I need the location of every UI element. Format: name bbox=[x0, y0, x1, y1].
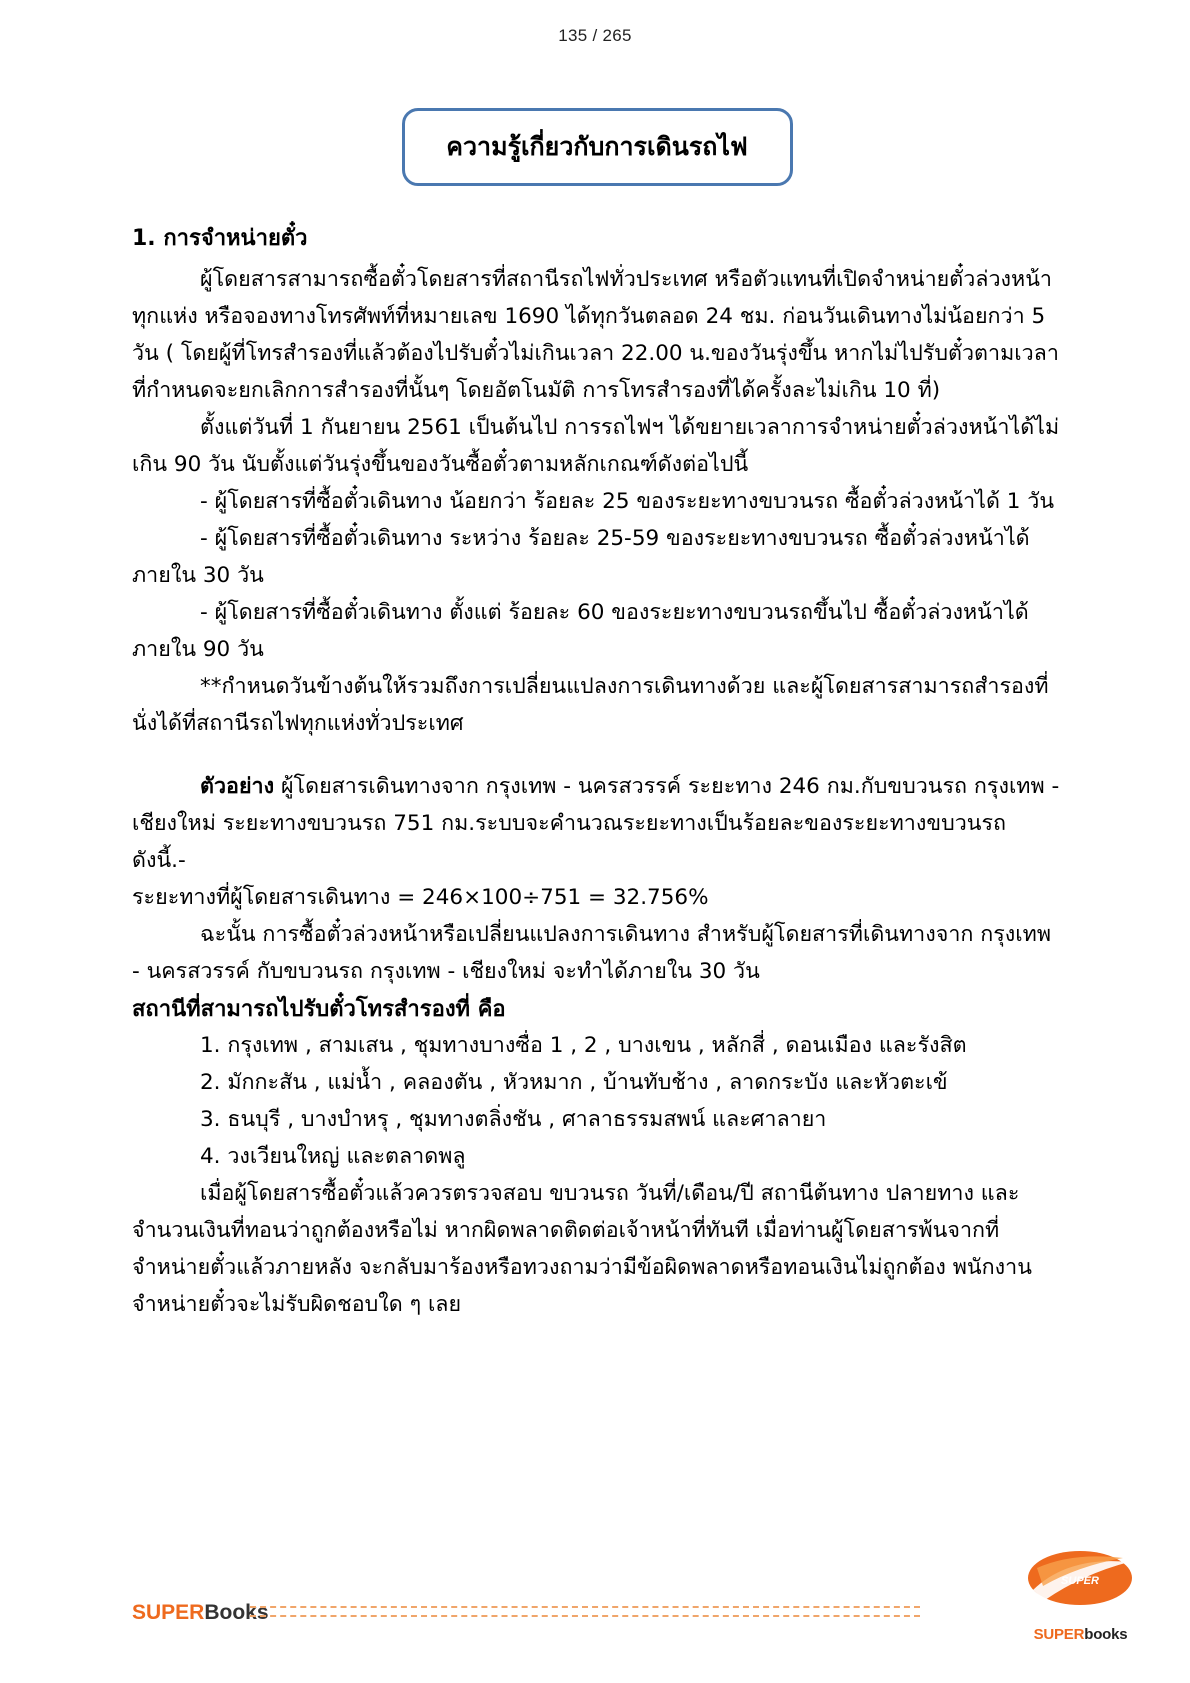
section-heading-ticket-sales: 1. การจำหน่ายตั๋ว bbox=[132, 226, 308, 251]
superbooks-logo bbox=[1023, 1548, 1138, 1643]
paragraph-example-calculation: ระยะทางที่ผู้โดยสารเดินทาง = 246×100÷751 = 32.756% bbox=[132, 884, 709, 910]
paragraph-ticket-purchase: ผู้โดยสารสามารถซื้อตั๋วโดยสารที่สถานีรถไฟทั่วประเทศ หรือตัวแทนที่เปิดจำหน่ายตั๋วล่วงหน้าทุกแห่ง หรือจองทางโทรศัพท์ที่หมายเลข 1690 ได้ทุกวันตลอด 24 ชม. ก่อนวันเดินทางไม่น้อยกว่า 5 วัน ( โดยผู้ที่โทรสำรองที่แล้วต้องไปรับตั๋วไม่เกินเวลา 22.00 น.ของวันรุ่งขึ้น หากไม่ไปรับตั๋วตามเวลาที่กำหนดจะยกเลิกการสำรองที่นั้นๆ โดยอัตโนมัติ การโทรสำรองที่ได้ครั้งละไม่เกิน 10 ที่) bbox=[132, 267, 1059, 403]
logo-prefix: SUPER bbox=[1033, 1626, 1085, 1643]
paragraph-note: **กำหนดวันข้างต้นให้รวมถึงการเปลี่ยนแปลงการเดินทางด้วย และผู้โดยสารสามารถสำรองที่นั่งได้ที่สถานีรถไฟทุกแห่งทั่วประเทศ bbox=[132, 673, 1049, 736]
section-heading-pickup-stations: สถานีที่สามารถไปรับตั๋วโทรสำรองที่ คือ bbox=[132, 996, 506, 1022]
page-indicator: 135 / 265 bbox=[558, 26, 632, 45]
list-item: - ผู้โดยสารที่ซื้อตั๋วเดินทาง ตั้งแต่ ร้อยละ 60 ของระยะทางขบวนรถขึ้นไป ซื้อตั๋วล่วงหน้าได้ ภายใน 90 วัน bbox=[132, 599, 1029, 662]
list-item: 2. มักกะสัน , แม่น้ำ , คลองตัน , หัวหมาก , บ้านทับช้าง , ลาดกระบัง และหัวตะเข้ bbox=[200, 1070, 948, 1096]
list-item: 1. กรุงเทพ , สามเสน , ชุมทางบางซื่อ 1 , 2 , บางเขน , หลักสี่ , ดอนเมือง และรังสิต bbox=[200, 1033, 967, 1059]
paragraph-advance-sale-rules: ตั้งแต่วันที่ 1 กันยายน 2561 เป็นต้นไป การรถไฟฯ ได้ขยายเวลาการจำหน่ายตั๋วล่วงหน้าได้ไม่เกิน 90 วัน นับตั้งแต่วันรุ่งขึ้นของวันซื้อตั๋วตามหลักเกณฑ์ดังต่อไปนี้ bbox=[132, 414, 1060, 477]
example-label: ตัวอย่าง bbox=[200, 773, 275, 799]
document-title-box bbox=[402, 108, 793, 186]
logo-suffix: books bbox=[1084, 1626, 1128, 1643]
list-item: 4. วงเวียนใหญ่ และตลาดพลู bbox=[200, 1144, 466, 1170]
paragraph-example-conclusion: ฉะนั้น การซื้อตั๋วล่วงหน้าหรือเปลี่ยนแปลงการเดินทาง สำหรับผู้โดยสารที่เดินทางจาก กรุงเทพ - นครสวรรค์ กับขบวนรถ กรุงเทพ - เชียงใหม่ จะทำได้ภายใน 30 วัน bbox=[132, 921, 1052, 984]
list-item: 3. ธนบุรี , บางบำหรุ , ชุมทางตลิ่งชัน , ศาลาธรรมสพน์ และศาลายา bbox=[200, 1107, 827, 1133]
svg-text:SUPER: SUPER bbox=[1061, 1575, 1099, 1587]
list-item: - ผู้โดยสารที่ซื้อตั๋วเดินทาง น้อยกว่า ร้อยละ 25 ของระยะทางขบวนรถ ซื้อตั๋วล่วงหน้าได้ 1 วัน bbox=[200, 488, 1055, 514]
swoosh-icon bbox=[1023, 1548, 1138, 1610]
page-title: ความรู้เกี่ยวกับการเดินรถไฟ bbox=[446, 132, 748, 161]
document-content bbox=[132, 108, 1062, 1324]
footer-brand bbox=[132, 1601, 269, 1625]
list-item: - ผู้โดยสารที่ซื้อตั๋วเดินทาง ระหว่าง ร้อยละ 25-59 ของระยะทางขบวนรถ ซื้อตั๋วล่วงหน้าได้ ภายใน 30 วัน bbox=[132, 525, 1030, 588]
logo-wordmark bbox=[1023, 1626, 1138, 1643]
paragraph-example bbox=[132, 769, 1062, 880]
footer-brand-suffix: Books bbox=[204, 1601, 269, 1624]
example-body: ผู้โดยสารเดินทางจาก กรุงเทพ - นครสวรรค์ ระยะทาง 246 กม.กับขบวนรถ กรุงเทพ - เชียงใหม่ ระยะทางขบวนรถ 751 กม.ระบบจะคำนวณระยะทางเป็นร้อยละของระยะทางขบวนรถ ดังนี้.- bbox=[132, 773, 1060, 873]
paragraph-closing-advice: เมื่อผู้โดยสารซื้อตั๋วแล้วควรตรวจสอบ ขบวนรถ วันที่/เดือน/ปี สถานีต้นทาง ปลายทาง และจำนวนเงินที่ทอนว่าถูกต้องหรือไม่ หากผิดพลาดติดต่อเจ้าหน้าที่ทันที เมื่อท่านผู้โดยสารพ้นจากที่จำหน่ายตั๋วแล้วภายหลัง จะกลับมาร้องหรือทวงถามว่ามีข้อผิดพลาดหรือทอนเงินไม่ถูกต้อง พนักงานจำหน่ายตั๋วจะไม่รับผิดชอบใด ๆ เลย bbox=[132, 1181, 1032, 1318]
footer-brand-prefix: SUPER bbox=[132, 1601, 205, 1624]
spacer bbox=[132, 743, 1062, 769]
footer-divider bbox=[250, 1606, 920, 1617]
page-footer bbox=[0, 1513, 1190, 1683]
